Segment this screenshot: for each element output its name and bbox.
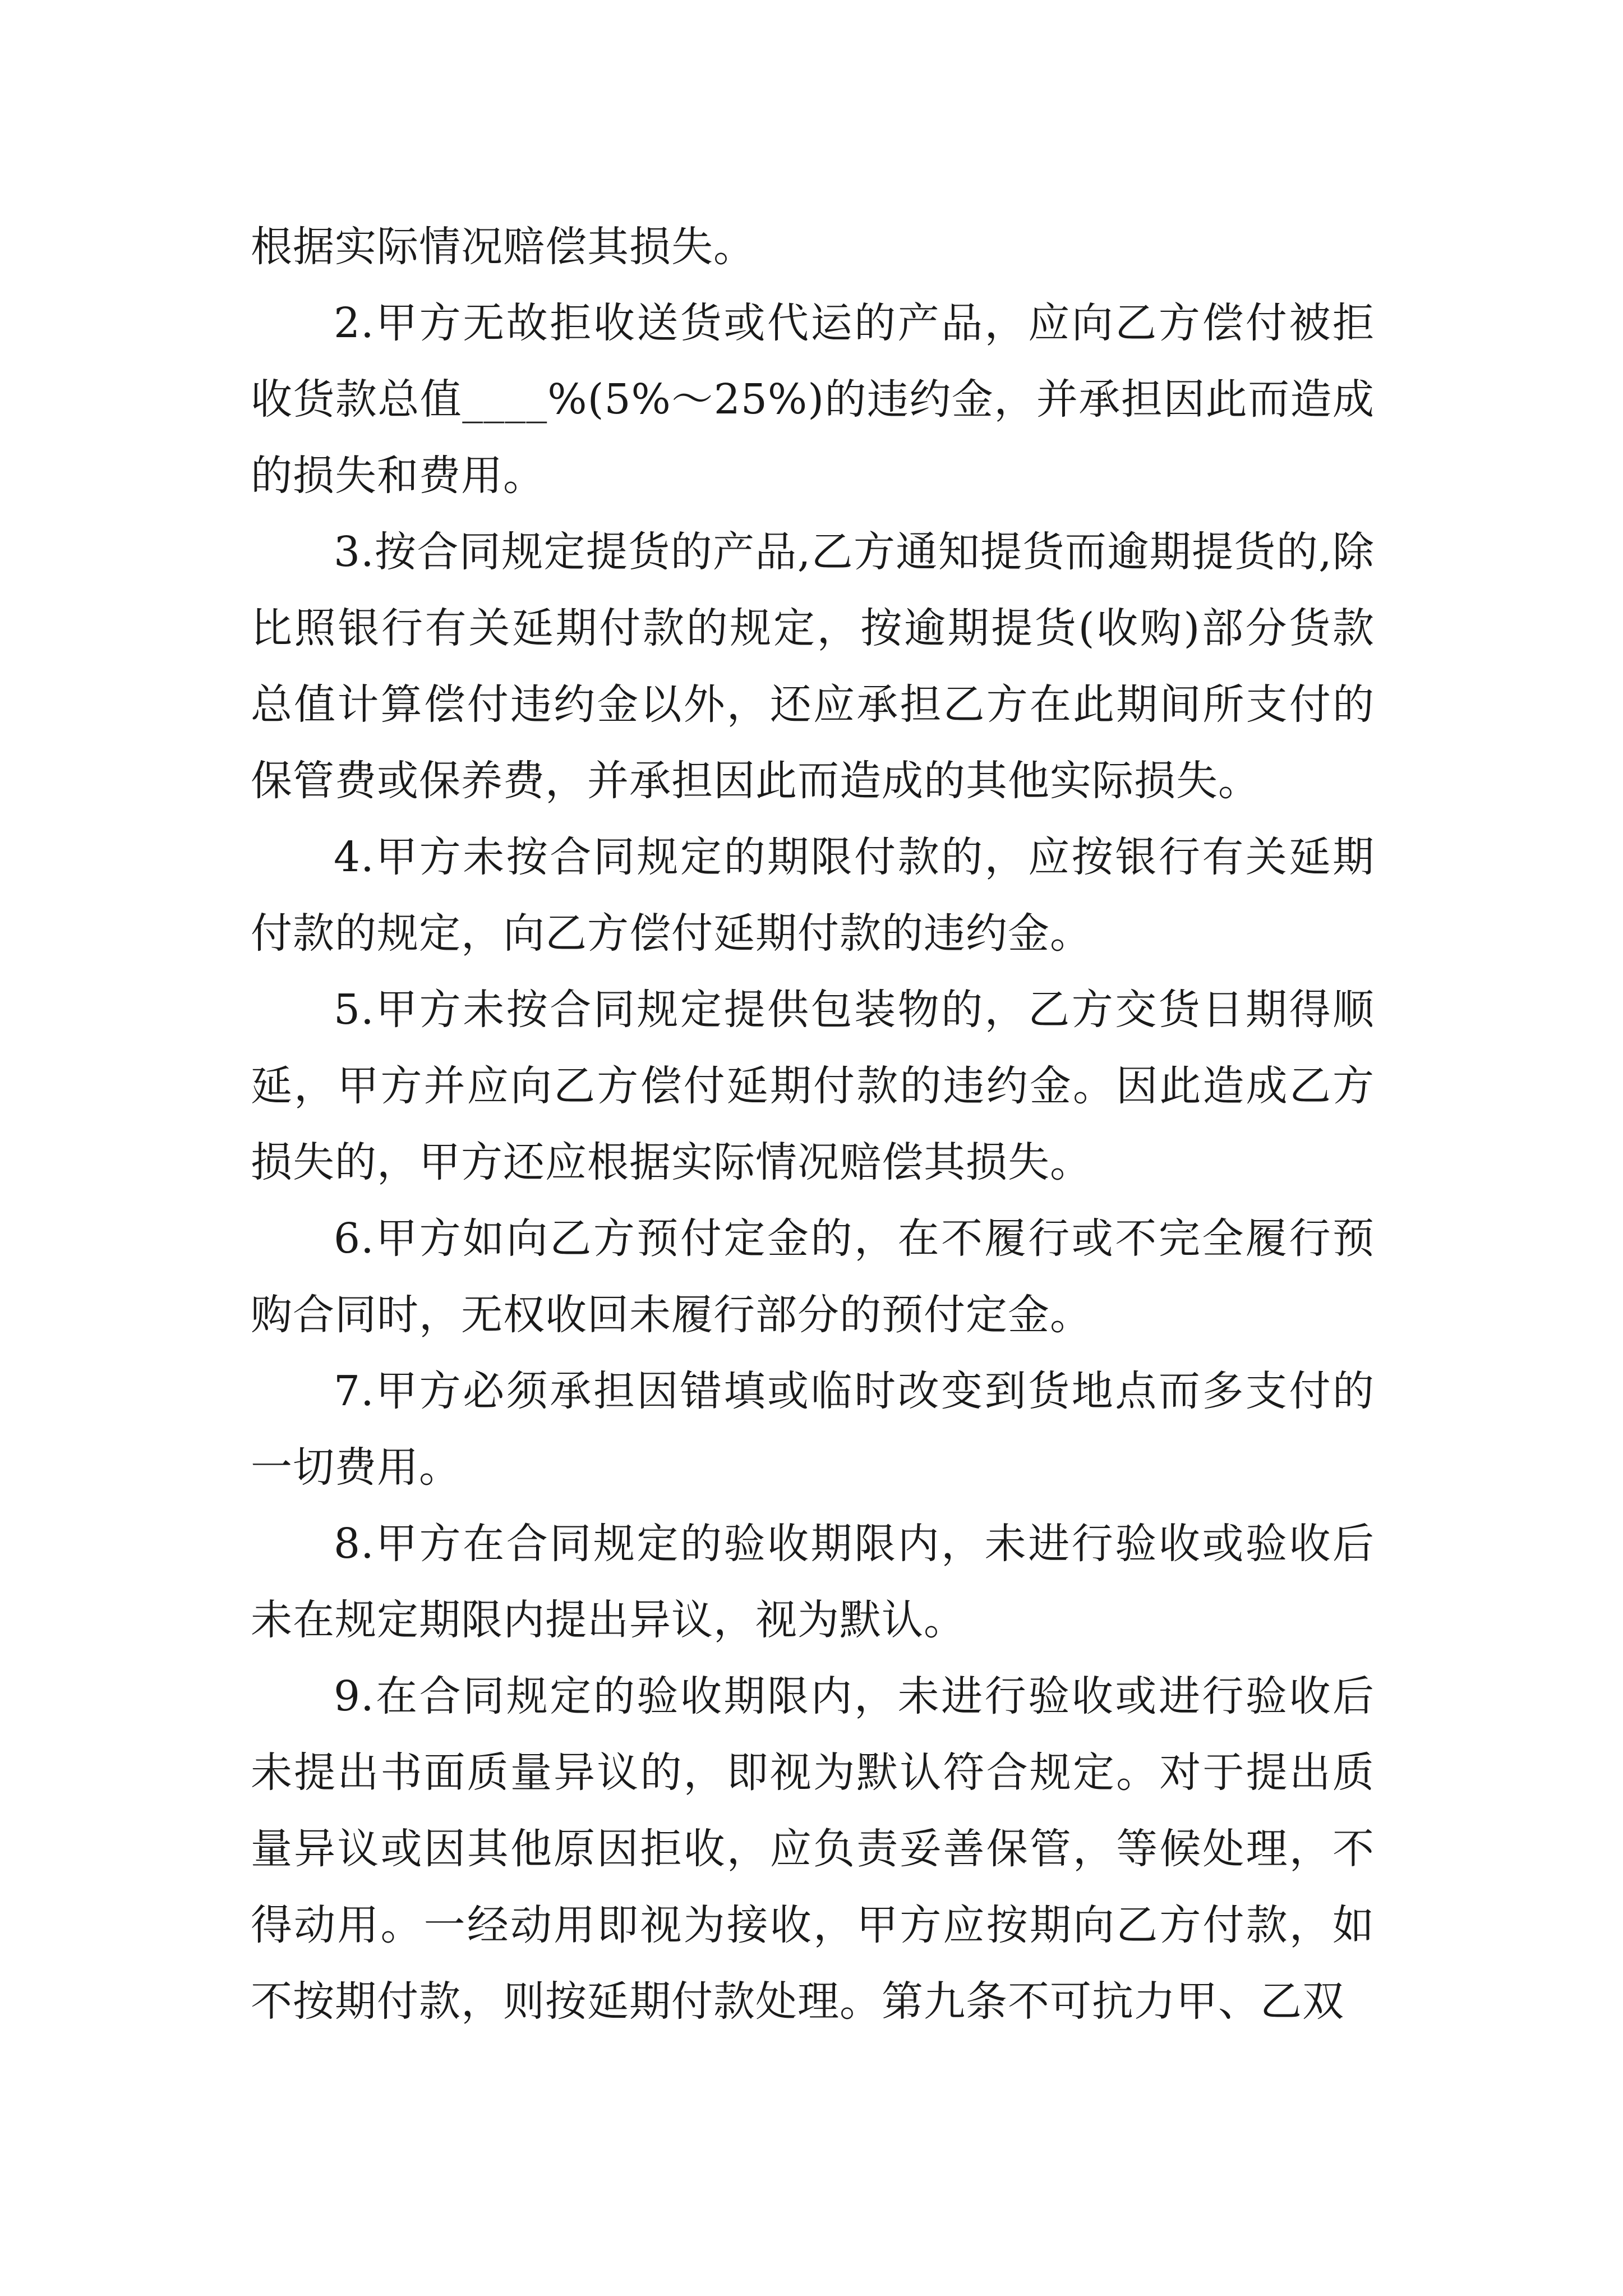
paragraph-item-4: 4.甲方未按合同规定的期限付款的，应按银行有关延期付款的规定，向乙方偿付延期付款的违约金。 [251, 833, 1375, 958]
paragraph-item-5: 5.甲方未按合同规定提供包装物的，乙方交货日期得顺延，甲方并应向乙方偿付延期付款的违约金。因此造成乙方损失的，甲方还应根据实际情况赔偿其损失。 [251, 986, 1375, 1186]
paragraph-continuation: 根据实际情况赔偿其损失。 [251, 223, 755, 271]
paragraph-item-7: 7.甲方必须承担因错填或临时改变到货地点而多支付的一切费用。 [251, 1367, 1375, 1492]
paragraph-item-9: 9.在合同规定的验收期限内，未进行验收或进行验收后未提出书面质量异议的，即视为默认符合规定。对于提出质量异议或因其他原因拒收，应负责妥善保管，等候处理，不得动用。一经动用即视为接收，甲方应按期向乙方付款，如不按期付款，则按延期付款处理。第九条不可抗力甲、乙双 [251, 1672, 1375, 2026]
paragraph-item-2: 2.甲方无故拒收送货或代运的产品，应向乙方偿付被拒收货款总值____%(5%～25%)的违约金，并承担因此而造成的损失和费用。 [251, 299, 1375, 500]
paragraph-item-3: 3.按合同规定提货的产品,乙方通知提货而逾期提货的,除比照银行有关延期付款的规定，按逾期提货(收购)部分货款总值计算偿付违约金以外，还应承担乙方在此期间所支付的保管费或保养费，并承担因此而造成的其他实际损失。 [251, 528, 1375, 805]
paragraph-item-6: 6.甲方如向乙方预付定金的，在不履行或不完全履行预购合同时，无权收回未履行部分的预付定金。 [251, 1214, 1375, 1339]
paragraph-item-8: 8.甲方在合同规定的验收期限内，未进行验收或验收后未在规定期限内提出异议，视为默认。 [251, 1520, 1375, 1644]
contract-text-body [251, 209, 1375, 2040]
